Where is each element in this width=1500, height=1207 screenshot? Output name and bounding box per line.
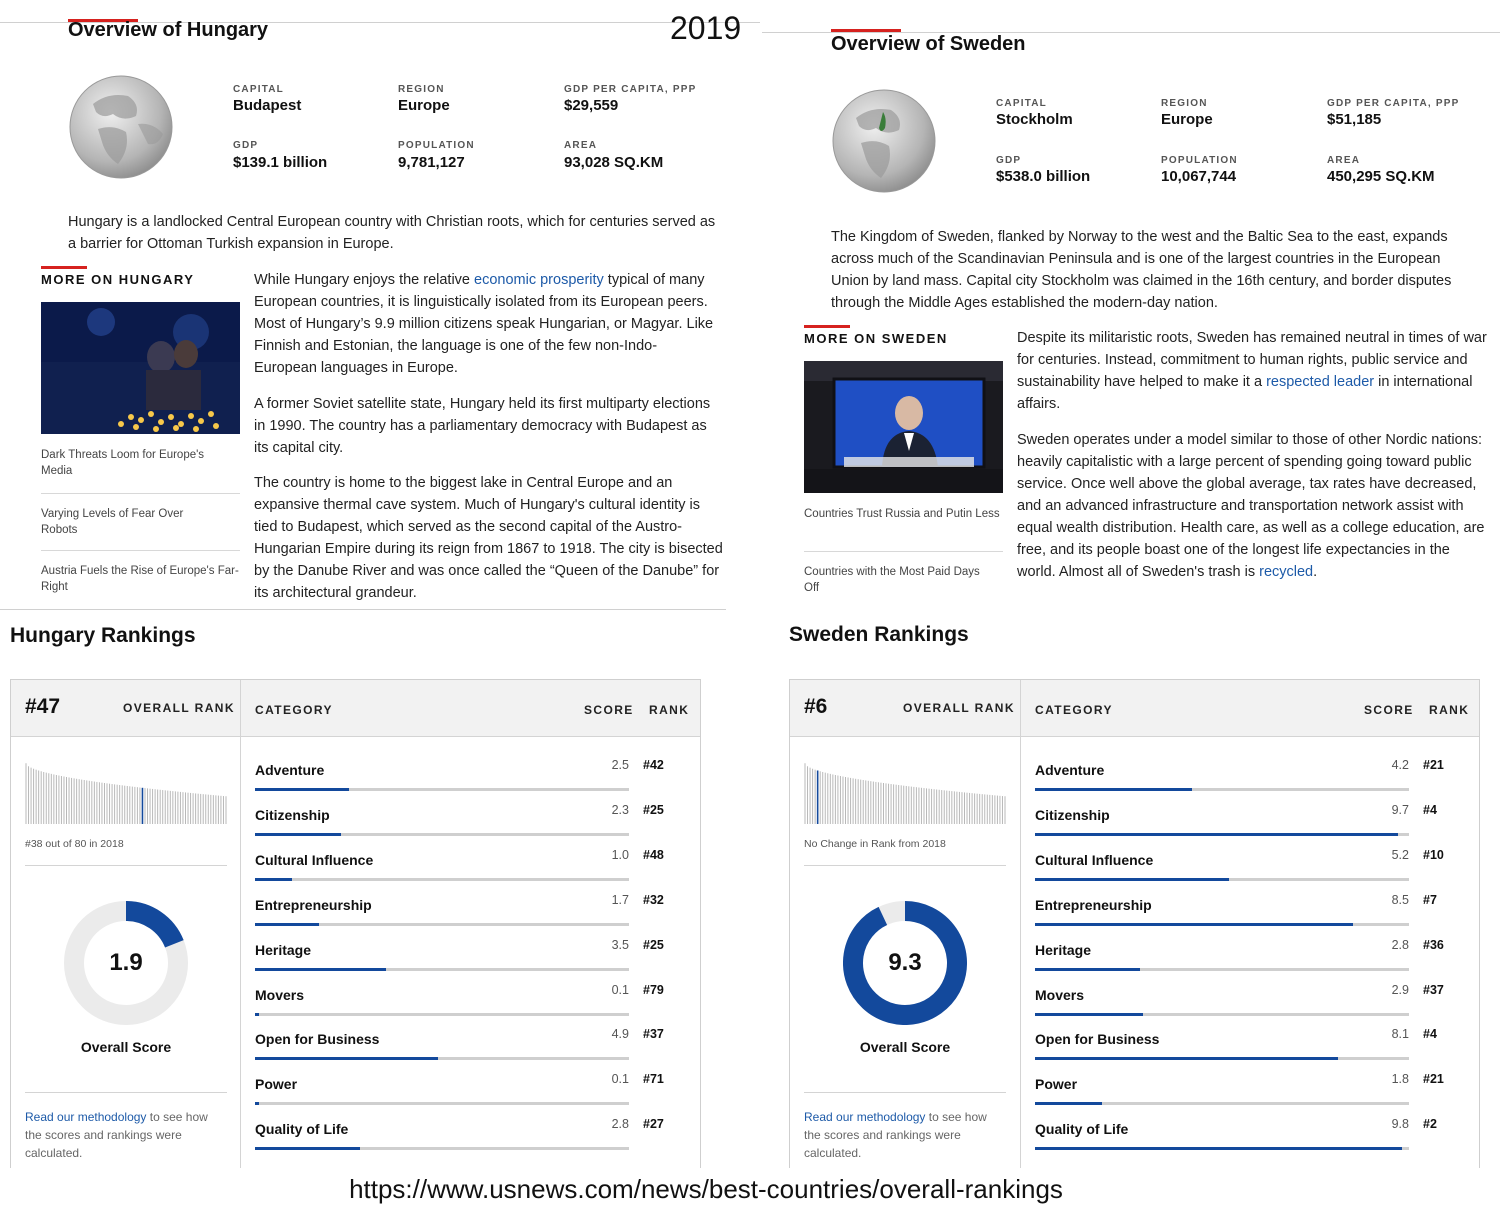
category-bar-track — [1035, 788, 1409, 791]
hungary-rank-distribution — [25, 758, 227, 824]
category-score: 0.1 — [611, 982, 629, 997]
overall-score-label: Overall Score — [859, 1039, 951, 1055]
sweden-more-title: MORE ON SWEDEN — [804, 331, 948, 346]
category-name: Quality of Life — [255, 1121, 349, 1138]
category-rank: #71 — [643, 1072, 664, 1087]
category-bar-track — [255, 923, 629, 926]
sweden-intro: The Kingdom of Sweden, flanked by Norway to the west and the Baltic Sea to the east, expands across much of the Scandinavian Peninsula and is one of the largest countries in the European Union by land mass. Capital city Stockholm was claimed in the 16th century, and border disputes through the Middle Ages established the modern-day nation. — [831, 229, 1452, 311]
sweden-side-link-2[interactable]: Countries with the Most Paid Days Off — [804, 566, 980, 594]
gdp-per-capita-value: $29,559 — [564, 97, 619, 114]
category-name: Heritage — [255, 941, 312, 958]
category-rank: #32 — [643, 892, 664, 907]
gdp-label: GDP — [233, 140, 259, 151]
year-label: 2019 — [670, 10, 742, 46]
overall-score-value: 1.9 — [109, 949, 143, 976]
sweden-globe-icon — [831, 88, 937, 194]
category-rank: #42 — [643, 758, 664, 772]
sweden-paragraph-2: Sweden operates under a model similar to those of other Nordic nations: heavily capitalistic with a large percent of spending going toward public service. Once well above the global average, tax rates have decreased, and an advanced infrastructure and transportation network assist with equal wealth distribution. Health care, as well as a college education, are free, and its people boast one of the longest life expectancies in the world. Almost all of Sweden's trash is recycled. — [1017, 432, 1485, 580]
category-rank: #79 — [643, 982, 664, 997]
category-score: 9.8 — [1391, 1117, 1409, 1132]
overall-rank-value: #47 — [25, 695, 61, 718]
capital-value: Stockholm — [996, 111, 1073, 128]
sweden-news-photo[interactable] — [804, 361, 1003, 493]
category-rank: #10 — [1423, 847, 1444, 862]
hungary-side-link-1[interactable]: Dark Threats Loom for Europe's Media — [41, 449, 205, 477]
category-name: Citizenship — [255, 806, 330, 823]
category-bar-track — [255, 878, 629, 881]
hungary-intro: Hungary is a landlocked Central European country with Christian roots, which for centuries served as a barrier for Ottoman Turkish expansion in Europe. — [68, 214, 716, 252]
hungary-overview-title: Overview of Hungary — [68, 19, 269, 41]
area-label: AREA — [564, 140, 598, 151]
category-name: Cultural Influence — [1035, 851, 1154, 868]
hungary-paragraph-2: A former Soviet satellite state, Hungary held its first multiparty elections in 1990. The country has a parliamentary democracy with Budapest as its capital city. — [254, 396, 711, 456]
respected-leader-link[interactable]: respected leader — [1266, 374, 1375, 390]
region-value: Europe — [1161, 111, 1213, 128]
sweden-paragraph-1: Despite its militaristic roots, Sweden has remained neutral in times of war for centuries. Instead, commitment to human rights, public service and sustainability have helped to make it a respected leader in international affairs. — [1017, 330, 1487, 412]
category-name: Cultural Influence — [255, 851, 374, 868]
category-bar-fill — [255, 1102, 259, 1105]
category-bar-fill — [255, 968, 386, 971]
category-rank: #48 — [643, 847, 664, 862]
category-bar-track — [255, 788, 629, 791]
region-value: Europe — [398, 97, 450, 114]
category-name: Entrepreneurship — [1035, 896, 1152, 913]
category-score: 8.5 — [1391, 892, 1409, 907]
category-rank: #25 — [643, 937, 664, 952]
category-name: Open for Business — [1035, 1031, 1160, 1048]
category-bar-track — [1035, 833, 1409, 836]
category-score: 5.2 — [1391, 847, 1409, 862]
category-score: 1.7 — [611, 892, 629, 907]
recycled-link[interactable]: recycled — [1259, 564, 1314, 580]
category-bar-track — [255, 968, 629, 971]
area-value: 450,295 SQ.KM — [1327, 168, 1435, 185]
category-bar-fill — [1035, 1102, 1102, 1105]
population-label: POPULATION — [398, 140, 475, 151]
category-bar-fill — [1035, 923, 1353, 926]
source-url: https://www.usnews.com/news/best-countries/overall-rankings — [349, 1174, 1063, 1204]
category-bar-fill — [1035, 1057, 1338, 1060]
category-name: Power — [255, 1076, 298, 1093]
category-bar-track — [255, 833, 629, 836]
category-score: 2.3 — [611, 802, 629, 817]
capital-value: Budapest — [233, 97, 302, 114]
hungary-paragraph-3: The country is home to the biggest lake in Central Europe and an expansive thermal cave system. Much of Hungary's cultural identity is tied to Budapest, which served as the second capital of the Austro-Hungarian Empire during its reign from 1867 to 1918. The city is bisected by the Danube River and was once called the “Queen of the Danube” for its architectural grandeur. — [254, 475, 723, 601]
hungary-more-title: MORE ON HUNGARY — [41, 272, 195, 287]
category-rank: #21 — [1423, 1072, 1444, 1087]
sweden-rank-distribution — [804, 758, 1006, 824]
category-rank: #21 — [1423, 758, 1444, 772]
hungary-side-link-2[interactable]: Varying Levels of Fear Over Robots — [41, 508, 184, 536]
sweden-rankings-panel — [789, 679, 1480, 1179]
category-rank: #27 — [643, 1117, 664, 1132]
gdp-per-capita-value: $51,185 — [1327, 111, 1382, 128]
category-bar-track — [1035, 878, 1409, 881]
category-bar-fill — [255, 923, 319, 926]
methodology-link[interactable]: Read our methodology — [804, 1110, 926, 1124]
capital-label: CAPITAL — [233, 84, 284, 95]
economic-prosperity-link[interactable]: economic prosperity — [474, 272, 604, 288]
overall-score-label: Overall Score — [80, 1039, 172, 1055]
category-name: Power — [1035, 1076, 1078, 1093]
methodology-note: Read our methodology to see how the scores and rankings were calculated. — [25, 1110, 208, 1160]
category-score: 1.0 — [611, 847, 629, 862]
category-rank: #7 — [1423, 892, 1437, 907]
methodology-note: Read our methodology to see how the scores and rankings were calculated. — [804, 1110, 987, 1160]
category-bar-fill — [1035, 1147, 1402, 1150]
gdp-per-capita-label: GDP PER CAPITA, PPP — [1327, 98, 1460, 109]
area-label: AREA — [1327, 155, 1361, 166]
methodology-link[interactable]: Read our methodology — [25, 1110, 147, 1124]
category-bar-fill — [255, 833, 341, 836]
category-score: 1.8 — [1391, 1072, 1409, 1087]
score-header: SCORE — [1364, 703, 1414, 717]
hungary-globe-icon — [68, 74, 174, 180]
overall-rank-value: #6 — [804, 695, 828, 718]
category-bar-fill — [1035, 788, 1192, 791]
area-value: 93,028 SQ.KM — [564, 154, 664, 171]
region-label: REGION — [398, 84, 445, 95]
overall-rank-label: OVERALL RANK — [123, 701, 235, 715]
category-bar-track — [1035, 923, 1409, 926]
overall-rank-label: OVERALL RANK — [903, 701, 1015, 715]
category-score: 0.1 — [611, 1072, 629, 1087]
category-rank: #36 — [1423, 937, 1444, 952]
category-score: 2.8 — [1391, 937, 1409, 952]
category-bar-fill — [255, 1013, 259, 1016]
category-name: Movers — [1035, 986, 1085, 1003]
region-label: REGION — [1161, 98, 1208, 109]
category-bar-fill — [1035, 833, 1398, 836]
category-bar-track — [255, 1147, 629, 1150]
category-name: Citizenship — [1035, 806, 1110, 823]
hungary-rankings-title: Hungary Rankings — [10, 624, 196, 647]
category-name: Heritage — [1035, 941, 1092, 958]
category-score: 4.2 — [1391, 758, 1409, 772]
category-header: CATEGORY — [1035, 703, 1113, 717]
overall-score-value: 9.3 — [888, 949, 922, 976]
category-score: 2.9 — [1391, 982, 1409, 997]
gdp-label: GDP — [996, 155, 1022, 166]
hungary-rankings-panel — [10, 679, 701, 1179]
score-header: SCORE — [584, 703, 634, 717]
hungary-news-photo[interactable] — [41, 302, 240, 434]
category-score: 8.1 — [1391, 1027, 1409, 1042]
hungary-side-link-3[interactable]: Austria Fuels the Rise of Europe's Far-Right — [41, 565, 239, 593]
category-rank: #25 — [643, 802, 664, 817]
category-score: 9.7 — [1391, 802, 1409, 817]
rank-change-note: No Change in Rank from 2018 — [804, 838, 946, 850]
category-name: Movers — [255, 986, 305, 1003]
category-bar-fill — [1035, 968, 1140, 971]
category-name: Adventure — [1035, 762, 1105, 778]
category-bar-track — [1035, 1057, 1409, 1060]
hungary-paragraph-1: While Hungary enjoys the relative economic prosperity typical of many European countries, it is linguistically isolated from its European peers. Most of Hungary’s 9.9 million citizens speak Hungarian, or Magyar. Like Finnish and Estonian, the language is one of the few non-Indo-European languages in Europe. — [254, 272, 714, 376]
category-rank: #2 — [1423, 1117, 1437, 1132]
category-bar-fill — [255, 1057, 438, 1060]
category-name: Open for Business — [255, 1031, 380, 1048]
category-bar-track — [255, 1013, 629, 1016]
category-bar-track — [1035, 968, 1409, 971]
category-bar-fill — [255, 1147, 360, 1150]
category-name: Entrepreneurship — [255, 896, 372, 913]
gdp-value: $538.0 billion — [996, 168, 1091, 185]
rank-header: RANK — [649, 703, 690, 717]
gdp-per-capita-label: GDP PER CAPITA, PPP — [564, 84, 697, 95]
category-score: 2.8 — [611, 1117, 629, 1132]
category-bar-track — [1035, 1013, 1409, 1016]
category-bar-track — [1035, 1147, 1409, 1150]
sweden-side-link-1[interactable]: Countries Trust Russia and Putin Less — [804, 508, 1000, 520]
category-bar-fill — [255, 788, 349, 791]
category-bar-track — [255, 1102, 629, 1105]
category-bar-fill — [1035, 1013, 1143, 1016]
category-rank: #37 — [643, 1027, 664, 1042]
capital-label: CAPITAL — [996, 98, 1047, 109]
rank-header: RANK — [1429, 703, 1470, 717]
population-value: 10,067,744 — [1161, 168, 1237, 185]
category-rank: #4 — [1423, 1027, 1437, 1042]
gdp-value: $139.1 billion — [233, 154, 328, 171]
rank-change-note: #38 out of 80 in 2018 — [25, 838, 124, 850]
category-bar-track — [255, 1057, 629, 1060]
category-header: CATEGORY — [255, 703, 333, 717]
category-rank: #4 — [1423, 802, 1437, 817]
sweden-overview-title: Overview of Sweden — [831, 33, 1026, 55]
category-name: Quality of Life — [1035, 1121, 1129, 1138]
category-rank: #37 — [1423, 982, 1444, 997]
category-bar-fill — [255, 878, 292, 881]
population-label: POPULATION — [1161, 155, 1238, 166]
sweden-rankings-title: Sweden Rankings — [789, 623, 969, 646]
category-bar-fill — [1035, 878, 1229, 881]
category-name: Adventure — [255, 762, 325, 778]
category-score: 2.5 — [611, 758, 629, 772]
category-score: 3.5 — [611, 937, 629, 952]
category-bar-track — [1035, 1102, 1409, 1105]
population-value: 9,781,127 — [398, 154, 465, 171]
donut-fill — [126, 911, 174, 944]
category-score: 4.9 — [611, 1027, 629, 1042]
